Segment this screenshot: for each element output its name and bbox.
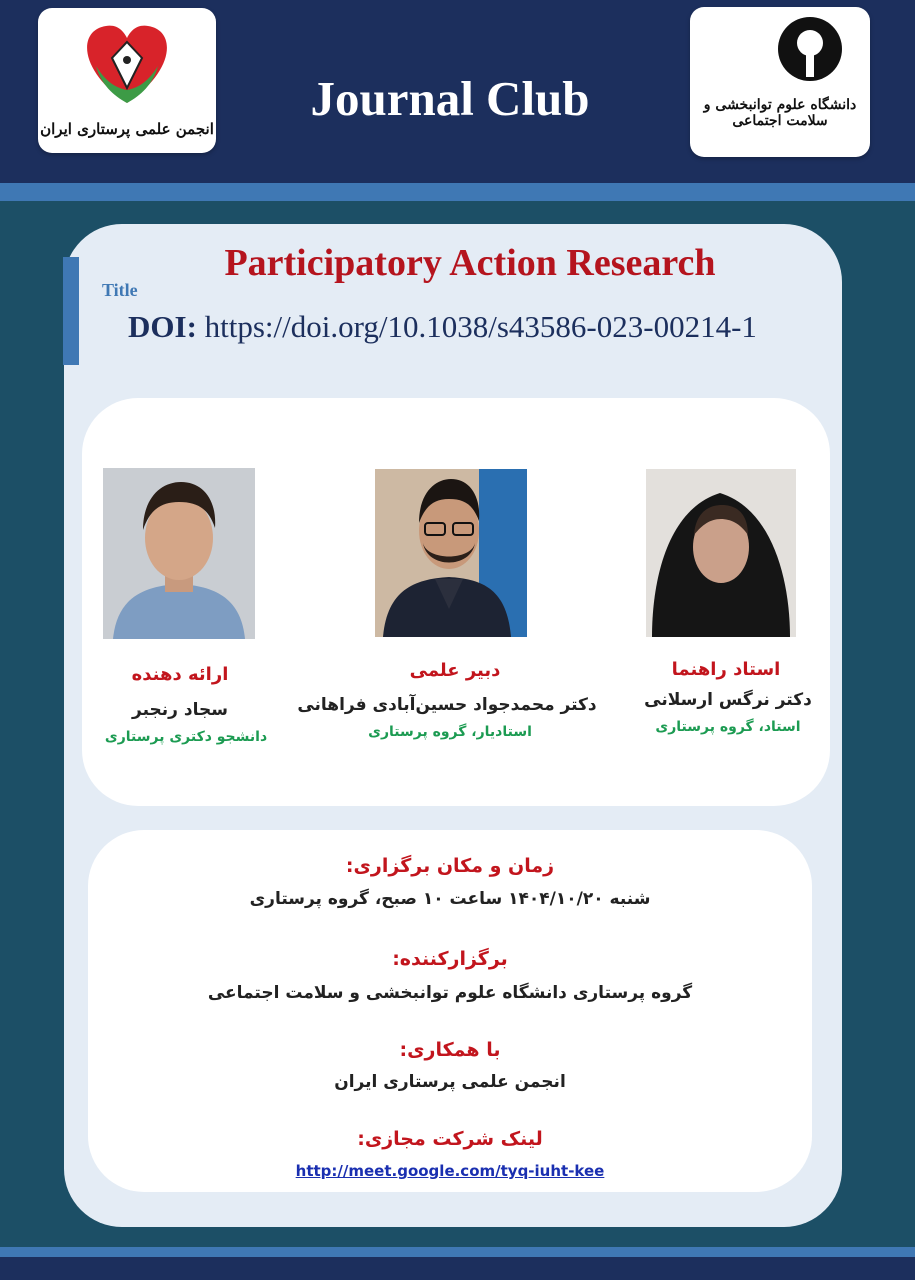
collaboration-text: انجمن علمی پرستاری ایران [334,1072,566,1092]
presenter-position: دانشجو دکتری پرستاری [104,729,268,745]
secretary-position: استادیار، گروه پرستاری [368,724,532,740]
title-label: Title [102,280,138,300]
right-logo-caption: دانشگاه علوم توانبخشی و سلامت اجتماعی [703,97,857,129]
organizer-text: گروه پرستاری دانشگاه علوم توانبخشی و سلامت اجتماعی [207,983,693,1003]
secretary-name: دکتر محمدجواد حسین‌آبادی فراهانی [297,695,597,715]
advisor-name: دکتر نرگس ارسلانی [644,690,812,710]
meet-link[interactable]: http://meet.google.com/tyq-iuht-kee [295,1162,605,1180]
presenter-name: سجاد رنجبر [132,700,228,720]
footer-stripe [0,1247,915,1257]
time-place-text: شنبه ۱۴۰۴/۱۰/۲۰ ساعت ۱۰ صبح، گروه پرستاری [249,889,651,909]
presenter-photo [103,468,255,639]
advisor-photo [646,469,796,637]
doi-label: DOI: [128,309,197,344]
page-title: Journal Club [310,71,590,126]
secretary-role: دبیر علمی [409,660,501,681]
secretary-photo [375,469,527,637]
presenter-role: ارائه دهنده [131,664,229,685]
advisor-position: استاد، گروه پرستاری [655,719,801,735]
time-place-heading: زمان و مکان برگزاری: [345,855,555,877]
online-link-heading: لینک شرکت مجازی: [357,1128,543,1150]
nursing-association-logo [38,8,216,153]
advisor-role: استاد راهنما [671,659,781,680]
doi-url[interactable]: https://doi.org/10.1038/s43586-023-00214-1 [204,309,757,344]
university-emblem-icon [690,7,870,97]
panel-accent-bar [63,257,79,365]
university-logo [690,7,870,157]
left-logo-caption: انجمن علمی پرستاری ایران [40,120,214,138]
collaboration-heading: با همکاری: [399,1039,501,1061]
heart-hands-icon [38,8,216,118]
footer-bar [0,1257,915,1280]
paper-title: Participatory Action Research [224,242,716,284]
organizer-heading: برگزارکننده: [392,948,508,970]
header-stripe [0,183,915,201]
doi-line [128,309,757,345]
